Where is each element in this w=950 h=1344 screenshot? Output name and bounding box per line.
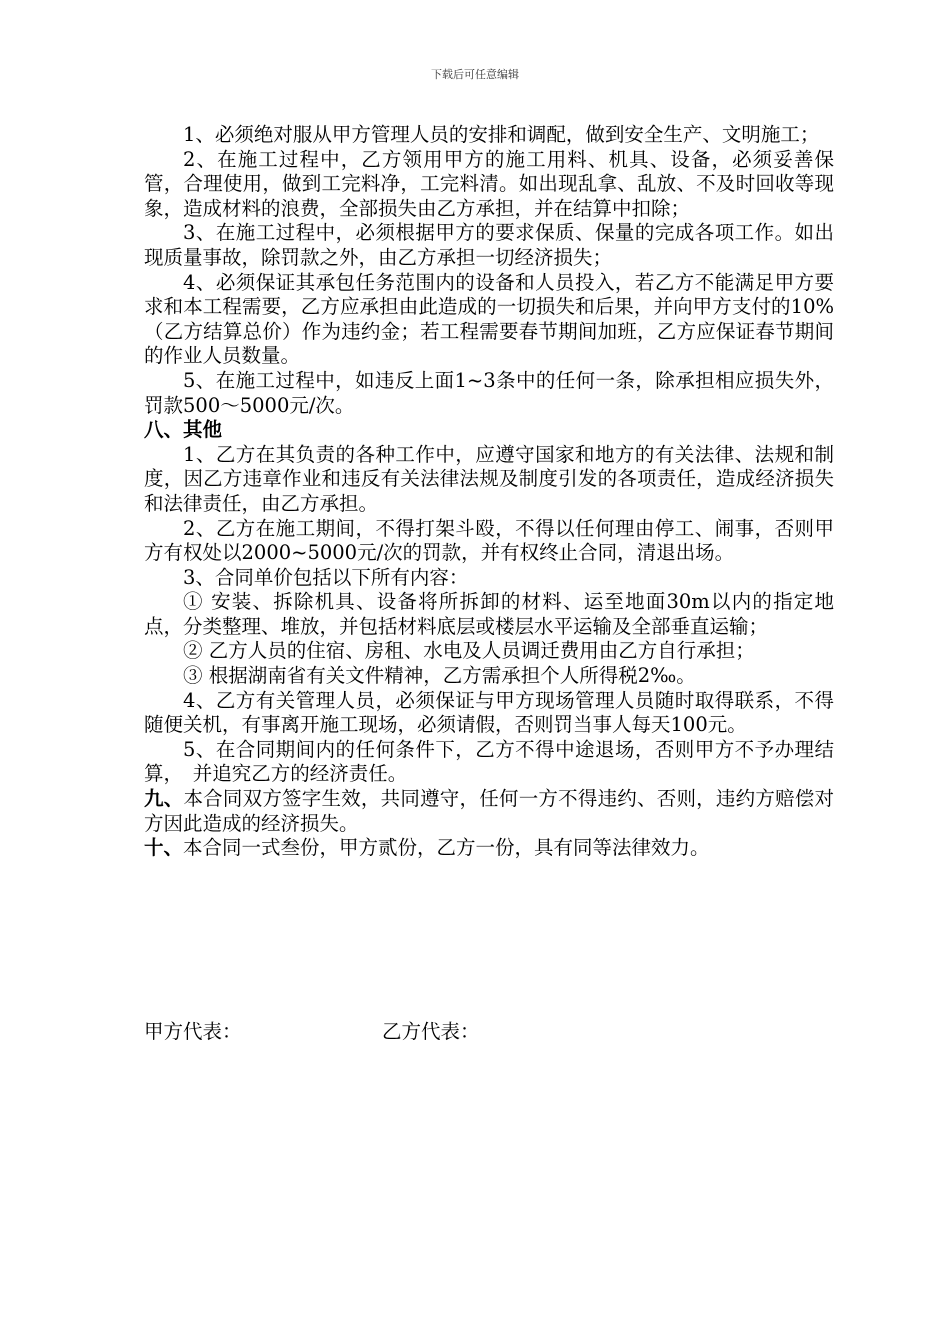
party-a-signature-label: 甲方代表： (144, 1020, 242, 1043)
section8-subitem-2: ② 乙方人员的住宿、房租、水电及人员调迁费用由乙方自行承担； (183, 639, 755, 663)
section8-item-5: 5、在合同期间内的任何条件下，乙方不得中途退场，否则甲方不予办理结算， 并追究乙方的经济责任。 (144, 737, 834, 786)
section7-item-5: 5、在施工过程中，如违反上面1~3条中的任何一条，除承担相应损失外，罚款500～5000元/次。 (144, 368, 834, 417)
section8-subitem-3: ③ 根据湖南省有关文件精神，乙方需承担个人所得税2‰。 (183, 664, 696, 688)
section10 (144, 836, 834, 861)
signature-line (144, 1020, 834, 1045)
party-b-signature-label: 乙方代表： (382, 1020, 480, 1043)
section8-subitem-1: ① 安装、拆除机具、设备将所拆卸的材料、运至地面30m以内的指定地点，分类整理、堆放，并包括材料底层或楼层水平运输及全部垂直运输； (144, 590, 834, 638)
section7-item-2: 2、在施工过程中，乙方领用甲方的施工用料、机具、设备，必须妥善保管，合理使用，做到工完料净，工完料清。如出现乱拿、乱放、不及时回收等现象，造成材料的浪费，全部损失由乙方承担，并在结算中扣除； (144, 147, 834, 220)
section8-item-2: 2、乙方在施工期间，不得打架斗殴，不得以任何理由停工、闹事，否则甲方有权处以2000~5000元/次的罚款，并有权终止合同，清退出场。 (144, 516, 834, 565)
section8-item-4: 4、乙方有关管理人员，必须保证与甲方现场管理人员随时取得联系，不得随便关机，有事离开施工现场，必须请假，否则罚当事人每天100元。 (144, 688, 834, 737)
section7-item-1: 1、必须绝对服从甲方管理人员的安排和调配，做到安全生产、文明施工； (183, 123, 820, 146)
section9-label: 九、 (144, 787, 184, 811)
section7-item-4: 4、必须保证其承包任务范围内的设备和人员投入，若乙方不能满足甲方要求和本工程需要，乙方应承担由此造成的一切损失和后果，并向甲方支付的10%（乙方结算总价）作为违约金；若工程需要春节期间加班，乙方应保证春节期间的作业人员数量。 (144, 270, 834, 368)
section10-label: 十、 (144, 836, 184, 860)
contract-body (144, 123, 834, 861)
section10-text: 本合同一式叁份，甲方贰份，乙方一份，具有同等法律效力。 (183, 836, 710, 860)
section8-item-1: 1、乙方在其负责的各种工作中，应遵守国家和地方的有关法律、法规和制度，因乙方违章作业和违反有关法律法规及制度引发的各项责任，造成经济损失和法律责任，由乙方承担。 (144, 442, 834, 515)
section8-heading: 八、其他 (144, 418, 223, 442)
section9 (144, 787, 834, 836)
section9-text: 本合同双方签字生效，共同遵守，任何一方不得违约、否则，违约方赔偿对方因此造成的经济损失。 (144, 787, 834, 835)
section7-item-3: 3、在施工过程中，必须根据甲方的要求保质、保量的完成各项工作。如出现质量事故，除罚款之外，由乙方承担一切经济损失； (144, 221, 834, 269)
header-note: 下载后可任意编辑 (431, 68, 519, 81)
section8-item-3: 3、合同单价包括以下所有内容： (183, 565, 469, 589)
